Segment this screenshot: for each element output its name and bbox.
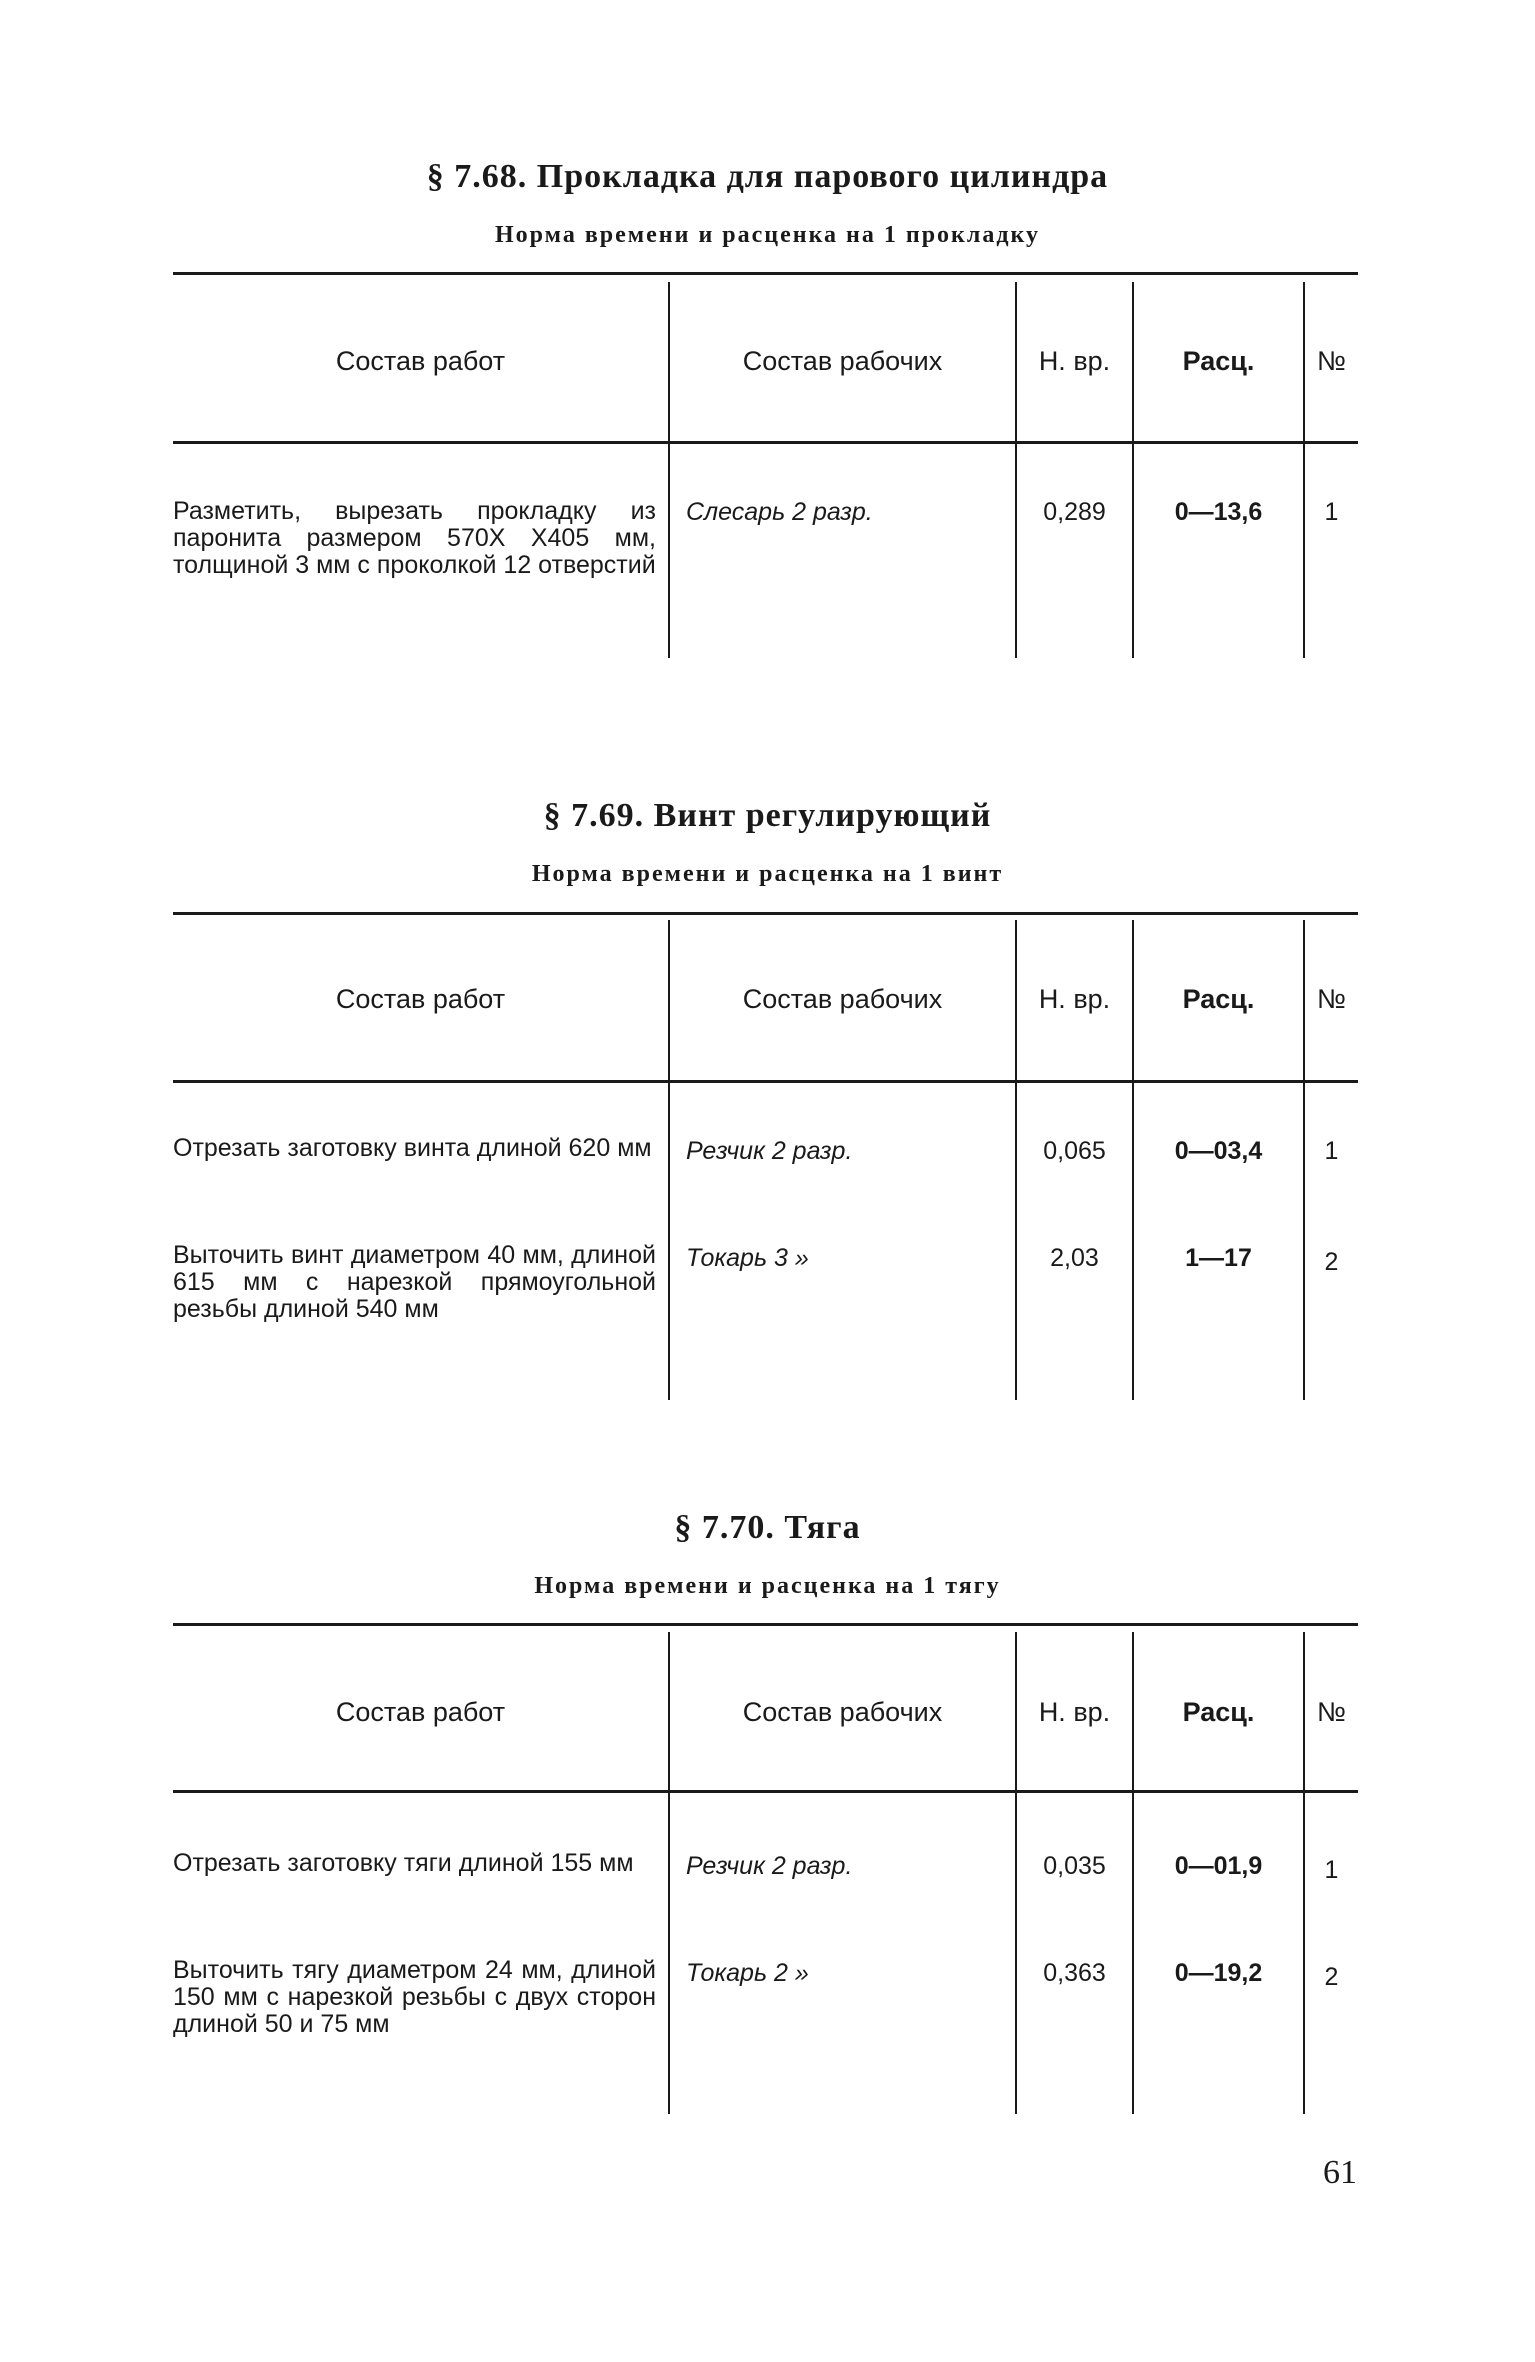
column-divider bbox=[668, 282, 670, 658]
row-number: 1 bbox=[1324, 1856, 1339, 1884]
work-description: Разметить, вырезать прокладку из паронита размером 570X X405 мм, толщиной 3 мм с проколкой 12 отверстий bbox=[173, 497, 656, 579]
header-workers: Состав рабочих bbox=[742, 1697, 943, 1727]
header-bottom-rule bbox=[173, 1080, 1358, 1083]
header-workers: Состав рабочих bbox=[742, 346, 943, 376]
table-top-rule bbox=[173, 912, 1358, 915]
header-number: № bbox=[1317, 346, 1346, 376]
column-divider bbox=[1015, 282, 1017, 658]
time-norm-value: 0,363 bbox=[1043, 1959, 1106, 1987]
work-description: Отрезать заготовку винта длиной 620 мм bbox=[173, 1134, 652, 1162]
worker-grade: Резчик 2 разр. bbox=[686, 1137, 853, 1165]
rate-value: 0—01,9 bbox=[1174, 1852, 1263, 1880]
row-number: 1 bbox=[1324, 498, 1339, 526]
header-work: Состав работ bbox=[335, 984, 506, 1014]
work-description: Выточить винт диаметром 40 мм, длиной 615 мм с нарезкой прямоугольной резьбы длиной 540 мм bbox=[173, 1241, 656, 1323]
table-top-rule bbox=[173, 272, 1358, 275]
time-norm-value: 0,289 bbox=[1043, 498, 1106, 526]
header-bottom-rule bbox=[173, 1790, 1358, 1793]
header-time-norm: Н. вр. bbox=[1038, 346, 1111, 376]
work-description: Отрезать заготовку тяги длиной 155 мм bbox=[173, 1849, 634, 1877]
header-rate: Расц. bbox=[1182, 346, 1255, 376]
section-subtitle: Норма времени и расценка на 1 винт bbox=[531, 861, 1004, 887]
worker-grade: Слесарь 2 разр. bbox=[686, 498, 873, 526]
section-title: § 7.69. Винт регулирующий bbox=[543, 797, 992, 834]
section-subtitle: Норма времени и расценка на 1 прокладку bbox=[495, 222, 1040, 248]
row-number: 2 bbox=[1324, 1248, 1339, 1276]
worker-grade: Токарь 2 » bbox=[686, 1959, 809, 1987]
row-number: 2 bbox=[1324, 1963, 1339, 1991]
header-number: № bbox=[1317, 1697, 1346, 1727]
column-divider bbox=[1132, 282, 1134, 658]
work-description: Выточить тягу диаметром 24 мм, длиной 150 мм с нарезкой резьбы с двух сторон длиной 50 и 75 мм bbox=[173, 1956, 656, 2038]
header-work: Состав работ bbox=[335, 346, 506, 376]
section-title: § 7.68. Прокладка для парового цилиндра bbox=[426, 158, 1109, 195]
column-divider bbox=[1303, 282, 1305, 658]
time-norm-value: 2,03 bbox=[1050, 1244, 1099, 1272]
time-norm-value: 0,035 bbox=[1043, 1852, 1106, 1880]
page-number: 61 bbox=[1323, 2154, 1357, 2191]
header-rate: Расц. bbox=[1182, 984, 1255, 1014]
rate-value: 0—13,6 bbox=[1174, 498, 1263, 526]
section-subtitle: Норма времени и расценка на 1 тягу bbox=[534, 1573, 1001, 1599]
time-norm-value: 0,065 bbox=[1043, 1137, 1106, 1165]
header-bottom-rule bbox=[173, 441, 1358, 444]
worker-grade: Резчик 2 разр. bbox=[686, 1852, 853, 1880]
header-work: Состав работ bbox=[335, 1697, 506, 1727]
row-number: 1 bbox=[1324, 1137, 1339, 1165]
table-top-rule bbox=[173, 1623, 1358, 1626]
rate-value: 0—03,4 bbox=[1174, 1137, 1263, 1165]
worker-grade: Токарь 3 » bbox=[686, 1244, 809, 1272]
header-rate: Расц. bbox=[1182, 1697, 1255, 1727]
header-time-norm: Н. вр. bbox=[1038, 1697, 1111, 1727]
rate-value: 0—19,2 bbox=[1174, 1959, 1263, 1987]
header-workers: Состав рабочих bbox=[742, 984, 943, 1014]
section-title: § 7.70. Тяга bbox=[674, 1509, 861, 1546]
header-time-norm: Н. вр. bbox=[1038, 984, 1111, 1014]
header-number: № bbox=[1317, 984, 1346, 1014]
rate-value: 1—17 bbox=[1185, 1244, 1252, 1272]
